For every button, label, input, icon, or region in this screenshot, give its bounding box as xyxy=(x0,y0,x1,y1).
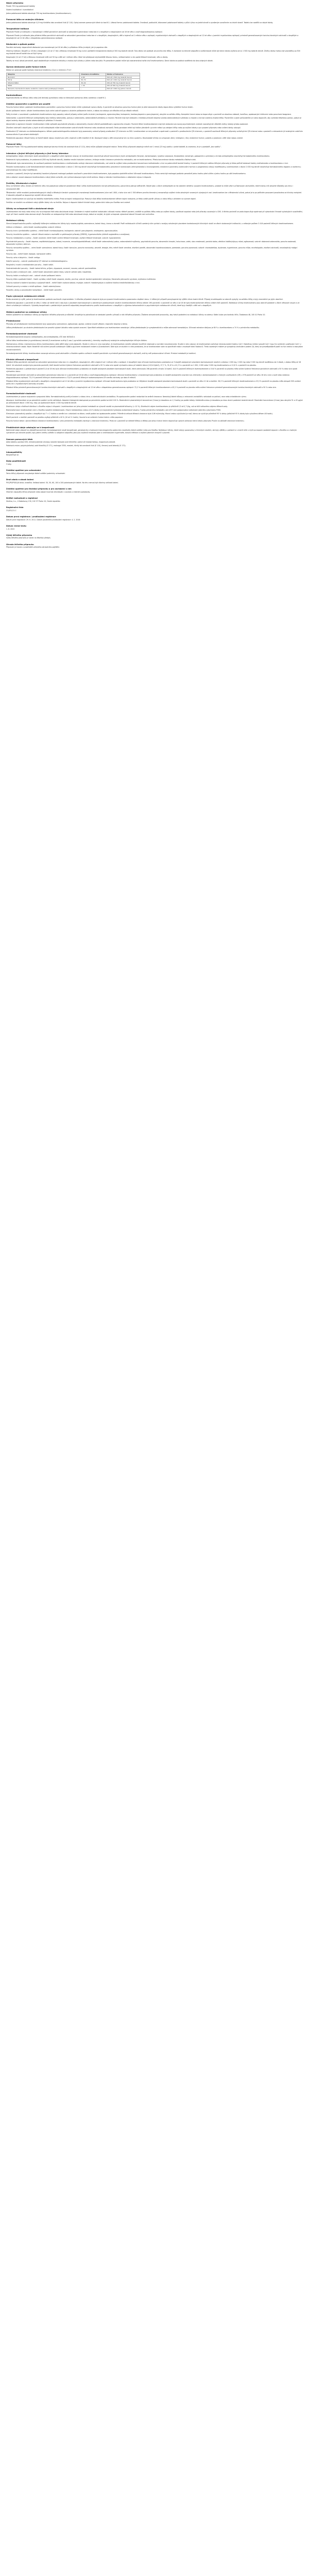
section-heading: Výdej léčivého přípravku xyxy=(6,534,32,536)
paragraph: Porucha funkce ledvin: podávání levetiracetamu pacientům s poruchou funkce ledvin může vyžadovat úpravu dávky. U pacientů se závažnou poruchou funkce jater je před stanovením dávky doporučeno vyšetření funkce ledvin. xyxy=(6,106,194,109)
section xyxy=(6,516,303,521)
paragraph: Biotransformace: levetiracetam není u člověka rozsáhle metabolizován. Hlavní metabolickou cestou (24 % dávky) je enzymatická hydrolýza acetamidové skupiny. Tvorba primárního metabolitu ucb L057 není podporována izoformami jaterního cytochromu P450. xyxy=(6,409,221,412)
section-heading: Nežádoucí účinky xyxy=(6,219,25,222)
paragraph: Pediatrická populace: u pediatrických pacientů (4 až 16 let) byla účinnost levetiracetamu prokázána ve dvojitě zaslepené placebem kontrolované studii, která zahrnovala 198 pacientů a trvala 14 týdnů. 44,6 % pacientů léčených levetiracetamem a 19,6 % pacientů na placebu mělo snížení týdenní frekvence parciálních záchvatů o 50 % nebo více oproti výchozímu stavu. xyxy=(6,367,298,372)
paragraph: Methotrexát: bylo zaznamenáno, že současné podávání levetiracetamu a methotrexátu snižuje clearance methotrexátu, což vede ke zvýšení nebo prodloužení koncentrace methotrexátu v krvi na potenciálně toxické hladiny. U pacientů léčených oběma léčivými přípravky je třeba pečlivě sledovat hladiny methotrexátu a levetiracetamu v krvi. xyxy=(6,162,288,165)
paragraph: Riziko anorexie je vyšší, pokud je levetiracetam podáván současně s topiramátem. V několika případech alopecie bylo po vysazení levetiracetamu pozorováno zlepšení stavu. U některých případů pancytopenie byl zjištěn útlum kostní dřeně. Případy encefalopatie se obecně vyskytly na začátku léčby a byly reverzibilní po jejím ukončení. xyxy=(6,298,283,301)
section xyxy=(6,94,303,100)
table-cell: < 30 xyxy=(80,84,106,88)
section-heading: Úprava dávkování podle funkce ledvin xyxy=(6,66,46,69)
section-heading: Farmakodynamické vlastnosti xyxy=(6,333,38,335)
paragraph: PVC/PE/PVDC/Al blistr, krabička. Velikost balení: 30, 50, 60, 100 a 200 potahovaných tablet. Na trhu nemusí být všechny velikosti balení. xyxy=(6,481,119,484)
paragraph: Přípravek Pivalin 750 mg potahované tablety obsahuje barvivo hlinitý lak oranžové žluti (E 110), který může způsobit alergické reakce. Tento léčivý přípravek obsahuje méně než 1 mmol (23 mg) sodíku v jedné tabletě, to znamená, že je v podstatě „bez sodíku“. xyxy=(6,146,221,148)
paragraph: Akutní poškození ledvin: užívání levetiracetamu bylo velmi vzácně spojeno s akutním poškozením ledvin, s dobou do nástupu od několika dnů po několik měsíců. xyxy=(6,110,139,112)
paragraph: Poruchy ledvin a močových cest – vzácné: akutní poškození ledvin. xyxy=(6,275,61,277)
paragraph: Farmakoterapeutická skupina: antiepileptika, jiná antiepileptika, ATC kód: N03AX14. xyxy=(6,336,75,338)
section-heading: Interakce s jinými léčivými přípravky a jiné formy interakce xyxy=(6,152,68,155)
paragraph: Infekce a infestace – velmi časté: nazofaryngitida; vzácné: infekce. xyxy=(6,226,62,228)
section-heading: Zvláštní opatření pro likvidaci přípravku a pro zacházení s ním xyxy=(6,488,72,490)
table-header-cell: Skupina xyxy=(7,73,80,76)
paragraph: Perorální kontraceptiva a jiné farmakokinetické interakce: levetiracetam v dávce 1 000 mg denně neovlivňuje farmakokinetiku perorálních kontraceptiv (ethinylestradiol a levonorgestrel); endokrinní parametry (luteinizační hormon a progesteron) nebyly modifikovány. Levetiracetam v dávce 2 000 mg denně neovlivňuje farmakokinetiku digoxinu a warfarinu; protrombinový čas nebyl modifikován. xyxy=(6,166,301,171)
section-heading: Datum první registrace / prodloužení registrace xyxy=(6,515,56,518)
table-header-cell: Dávka a frekvence xyxy=(106,73,140,76)
table-row xyxy=(7,87,140,90)
section-heading: Farmakokinetické vlastnosti xyxy=(6,393,36,395)
paragraph: Jádro tablety: povidon K30, mikrokrystalická celulosa, koloidní bezvodý oxid křemičitý, sodná sůl kroskarmelosy, magnesium-stearát. xyxy=(6,441,116,444)
section xyxy=(6,219,303,292)
paragraph: Tablety se musí užívat perorálně, zapít dostatečným množstvím tekutiny a mohou být užívány s jídlem nebo bez jídla. Po perorálním podání může být zaznamenána hořká chuť levetiracetamu. Denní dávka se podává rozdělená do dvou stejných dávek. xyxy=(6,59,213,62)
paragraph: Poruchy jater a žlučových cest – méně časté: abnormální jaterní testy; vzácné: selhání jater, hepatitida. xyxy=(6,271,92,274)
paragraph: Poruchy nervového systému – velmi časté: somnolence, bolest hlavy; časté: konvulze, porucha rovnováhy, závratě, letargie, třes; méně časté: amnézie, zhoršení paměti, abnormální koordinace/ataxie, parestezie, porucha pozornosti; vzácné: choreoatetóza, dyskineze, hyperkineze, porucha chůze, encefalopatie, zhoršení záchvatů, neuroleptický maligní syndrom. xyxy=(6,247,298,252)
paragraph: 3 roky. xyxy=(6,463,12,466)
paragraph: Výdej léčivého přípravku je vázán na lékařský předpis. xyxy=(6,537,51,539)
section-heading: Úhrada léčivého přípravku xyxy=(6,543,34,546)
section-heading: Kontraindikace xyxy=(6,94,22,96)
table-cell: 50–79 xyxy=(80,79,106,82)
paragraph: 1. 8. 2022 xyxy=(6,528,15,530)
paragraph: Přípravek Pivalin je indikován jako přídatná léčba parciálních záchvatů se sekundární generalizací nebo bez ní u dospělých, dospívajících, dětí a kojenců od 1 měsíce věku s epilepsií; myoklonických záchvatů u dospělých a dospívajících od 12 let věku s juvenilní myoklonickou epilepsií; primárně generalizovaných tonicko-klonických záchvatů u dospělých a dospívajících od 12 let věku s idiopatickou generalizovanou epilepsií. xyxy=(6,34,299,39)
paragraph: Tento léčivý přípravek nevyžaduje žádné zvláštní podmínky uchovávání. xyxy=(6,472,66,475)
section xyxy=(6,479,303,484)
paragraph: Příznaky: při předávkování levetiracetamem byly pozorovány somnolence, agitovanost, agrese, snížená úroveň vědomí, respirační deprese a kóma. xyxy=(6,323,128,326)
paragraph: Eliminace: plazmatický poločas u dospělých byl 7 ± 1 hodina a nemění se v závislosti na dávce, cestě podání ani opakovaném podání. Průměrná celková tělesná clearance byla 0,96 ml/min/kg. Hlavní cestou vylučování je moč, kterou se vylučuje průměrně 95 % dávky (přibližně 93 % dávky bylo vyloučeno během 48 hodin). xyxy=(6,413,273,415)
section xyxy=(6,320,303,329)
paragraph: Levetiracetam je vysoce rozpustná a propustná látka. Farmakokinetický profil je lineární s nízkou intra- a interindividuální variabilitou. Po opakovaném podání nedochází ke změně clearance. Neexistují žádné důkazy o relevantní variabilitě v závislosti na pohlaví, rase nebo cirkadiánním rytmu. xyxy=(6,396,247,398)
paragraph: Potahová vrstva: polyvinylalkohol, oxid titaničitý (E 171), makrogol 3350, mastek, hlinitý lak oranžové žluti (E 110), červený oxid železitý (E 172). xyxy=(6,445,126,447)
section-heading: Zvláštní opatření pro uchovávání xyxy=(6,469,41,472)
paragraph: Pivalin 750 mg potahované tablety xyxy=(6,5,35,7)
paragraph: Celkové poruchy a reakce v místě aplikace – časté: astenie/únava. xyxy=(6,285,61,288)
paragraph: Shrnutí bezpečnostního profilu: nejčastěji hlášenými nežádoucími účinky byly nazofaryngitida, somnolence, bolest hlavy, únava a závratě. Profil nežádoucích účinků uvedený níže vychází z analýzy sdružených placebem kontrolovaných klinických studií ve všech studovaných indikacích, s celkovým počtem 3 416 pacientů léčených levetiracetamem. xyxy=(6,222,294,225)
section-heading: Inkompatibility xyxy=(6,451,22,453)
section-heading: Pomocná látka se známým účinkem: xyxy=(6,18,44,21)
section xyxy=(6,28,303,40)
paragraph: 21/451/11-C xyxy=(6,509,16,512)
section xyxy=(6,103,303,139)
paragraph: Probenecid: bylo prokázáno, že probenecid (500 mg čtyřikrát denně), blokátor renální tubulární sekrece, inhibuje renální clearance primárního metabolitu, ale ne levetiracetamu. Přesto koncentrace tohoto metabolitu zůstává nízká. xyxy=(6,159,196,161)
paragraph: Antiepileptika: údaje z klinických studií provedených u dospělých před registrací ukazují, že levetiracetam neovlivňuje sérové koncentrace jiných antiepileptik (fenytoin, karbamazepin, kyselina valproová, fenobarbital, lamotrigin, gabapentin a primidon) a že tato antiepileptika neovlivňují farmakokinetiku levetiracetamu. xyxy=(6,155,270,158)
paragraph: Léčivá látka levetiracetam je pyrrolidonový derivát (S-enantiomer α-ethyl-2-oxo-1-pyrrolidin acetamidu), chemicky nepříbuzný existujícím antiepileptickým léčivým látkám. xyxy=(6,340,147,342)
section xyxy=(6,451,303,457)
paragraph: Sebevražda: u pacientů léčených antiepileptiky byly hlášeny sebevraždy, pokusy o sebevraždu, sebevražedné představy a chování. Pacienti mají být sledováni z hlediska příznaků deprese a/nebo sebevražedných představ a chování a má být zvážena vhodná léčba. Pacientům a jejich pečovatelům je nutno doporučit, aby vyhledali lékařskou pomoc, pokud se objeví známky deprese a/nebo sebevražedných představ či chování. xyxy=(6,117,302,122)
paragraph: Respirační, hrudní a mediastinální poruchy – časté: kašel. xyxy=(6,264,54,266)
section xyxy=(6,469,303,475)
paragraph: Abnormální a agresivní chování: levetiracetam může způsobit psychotické příznaky a abnormality chování včetně podrážděnosti a agresivního chování. Pacienti léčení levetiracetamem mají být sledováni pro rozvoj psychiatrických známek naznačujících důležité změny nálady a/nebo osobnosti. xyxy=(6,123,248,126)
section xyxy=(6,19,303,24)
section xyxy=(6,438,303,448)
section xyxy=(6,208,303,216)
paragraph: Parciální záchvaty: doporučené dávkování pro monoterapii (od 16 let věku) a přídatnou léčbu je stejné, jak je popsáno níže. xyxy=(6,46,108,48)
table-cell: 30–49 xyxy=(80,81,106,84)
section xyxy=(6,393,303,422)
paragraph: Poruchy metabolismu a výživy – časté: anorexie; méně časté: snížení tělesné hmotnosti, zvýšení tělesné hmotnosti; vzácné: hyponatremie. xyxy=(6,236,121,239)
paragraph: Zhoršení záchvatů: stejně jako u jiných druhů antiepileptik může levetiracetam vzácně zhoršit frekvenci nebo závažnost záchvatů. Tento paradoxní efekt byl hlášen převážně v prvním měsíci po zahájení léčby nebo po zvýšení dávky a po vysazení přípravku nebo snížení dávky ustoupil. xyxy=(6,127,241,129)
paragraph: Kojení: levetiracetam se vylučuje do lidského mateřského mléka. Proto se kojení nedoporučuje. Pokud je však léčba levetiracetamem během kojení nezbytná, je třeba zvážit poměr přínosu a rizika léčby s ohledem na význam kojení. xyxy=(6,197,197,200)
paragraph: Absorpce: levetiracetam se po perorálním podání rychle vstřebává. Absolutní biologická dostupnost po perorálním podání se blíží 100 %. Maximálních plazmatických koncentrací (Cmax) je dosaženo za 1,3 hodiny po podání dávky. Ustáleného stavu je dosaženo po dvou dnech podávání dvakrát denně. Maximální koncentrace (Cmax) jsou obvykle 31 a 43 µg/ml po jednorázové dávce 1 000 mg, resp. po opakované dávce 1 000 mg dvakrát denně. xyxy=(6,399,303,404)
paragraph: Přípravek je hrazen z prostředků veřejného zdravotního pojištění. xyxy=(6,546,60,549)
paragraph: Počty krvinek: v souvislosti s podáváním levetiracetamu byly popsány vzácné případy snížení počtu krvinek (neutropenie, agranulocytóza, leukopenie, trombocytopenie a pancytopenie), obvykle na začátku léčby. Kompletní krevní obraz se doporučuje u pacientů se závažnou slabostí, horečkou, opakovanými infekcemi nebo poruchami koagulace. xyxy=(6,113,292,116)
paragraph: Distribuce: údaje o tkáňové distribuci u člověka nejsou k dispozici. Levetiracetam ani jeho primární metabolit se výrazně neváží na plazmatické bílkoviny (< 10 %). Distribuční objem levetiracetamu je přibližně 0,5 až 0,7 l/kg, což se blíží celkovému objemu tělesné vody. xyxy=(6,405,228,408)
paragraph: Fertilita: ve studiích na zvířatech nebyl zjištěn žádný vliv na fertilitu. Nejsou k dispozici žádné klinické údaje, potenciální riziko pro člověka není známé. xyxy=(6,201,131,204)
paragraph: Zentiva, k.s., U Kabelovny 130, 102 37 Praha 10, Česká republika xyxy=(6,500,60,502)
paragraph: Psychiatrické poruchy – časté: deprese, nepřátelství/agrese, úzkost, insomnie, nervozita/podrážděnost; méně časté: sebevražedný pokus, sebevražedné myšlenky, psychotická porucha, abnormální chování, halucinace, vztek, stav zmatenosti, panická ataka, afektivní labilita/výkyvy nálad, agitovanost; vzácné: dokonaná sebevražda, porucha osobnosti, abnormální myšlení, delirium. xyxy=(6,240,297,246)
table-cell: – xyxy=(80,87,106,90)
table-cell: Těžká xyxy=(7,84,80,88)
section-heading: Zvláštní upozornění a opatření pro použití xyxy=(6,103,50,106)
section-heading: Doba použitelnosti xyxy=(6,460,26,463)
section xyxy=(6,43,303,62)
section-heading: Klinická účinnost a bezpečnost xyxy=(6,358,39,361)
paragraph: Přídatná léčba parciálních záchvatů se sekundární generalizací nebo bez ní u dospělých, dospívajících, dětí a kojenců od 1 měsíce věku s epilepsií. U dospělých byla účinnost levetiracetamu prokázána ve 3 dvojitě zaslepených placebem kontrolovaných studiích s dávkou 1 000 mg, 2 000 mg nebo 3 000 mg denně rozdělenou do 2 dávek, s dobou léčby až 18 týdnů. Ve sdružené analýze bylo procento pacientů, kteří dosáhli snížení týdenní frekvence parciálních záchvatů o 50 % nebo více oproti výchozímu stavu při stabilní dávce (12/14 týdnů), 27,7 %, 31,6 % a 41,3 % u pacientů na 1 000, 2 000 nebo 3 000 mg levetiracetamu a 12,6 % u pacientů na placebu. xyxy=(6,361,301,366)
section-heading: Pomocné látky xyxy=(6,143,22,145)
table-cell: 500 až 1 500 mg dvakrát denně xyxy=(106,76,140,79)
paragraph: Pediatrická populace: lékové formy ve formě tablet nejsou vhodné pro užití u kojenců a dětí mladších 6 let. Dostupné údaje u dětí nenaznačují vliv na růst a pubertu. Dlouhodobé účinky na schopnost učení, inteligenci, růst, endokrinní funkce, pubertu a plodnost u dětí však nejsou známé. xyxy=(6,137,243,139)
dosage-table xyxy=(6,73,140,91)
paragraph: Poruchy oka – méně časté: diplopie, rozmazané vidění. xyxy=(6,253,52,256)
paragraph: Levetiracetam má malý nebo mírný vliv na schopnost řídit nebo obsluhovat stroje. Vzhledem k možné rozdílné individuální citlivosti mohou někteří pacienti, zvláště na počátku léčby nebo po zvýšení dávky, pociťovat ospalost nebo jiné příznaky související s CNS. U těchto pacientů se proto doporučuje opatrnost při vykonávání činností vyžadujících soustředění, např. při řízení vozidel nebo obsluze strojů. Pacientům se nedoporučuje řídit nebo obsluhovat stroje, dokud se nezjistí, že jejich schopnost vykonávat takové činnosti není ovlivněna. xyxy=(6,210,303,215)
paragraph: Dospívající (12 až 17 let) s tělesnou hmotností nižší než 50 kg a děti od 1 měsíce věku: lékař má předepsat nejvhodnější lékovou formu, velikost balení a sílu podle tělesné hmotnosti, věku a dávky. xyxy=(6,56,168,58)
paragraph: Dávka se upravuje podle hodnoty clearance kreatininu (CLcr) v ml/min/1,73 m². xyxy=(6,69,72,71)
paragraph: Poruchy svalové a kosterní soustavy a pojivové tkáně – méně časté: svalová slabost, myalgie; vzácné: rhabdomyolýza a zvýšená hladina kreatinfosfokinázy v krvi. xyxy=(6,282,140,284)
section xyxy=(6,525,303,531)
document-body xyxy=(3,0,306,549)
section-heading: Předávkování xyxy=(6,320,21,323)
section xyxy=(6,143,303,149)
paragraph: Neklinické údaje získané na základě konvenčních farmakologických studií bezpečnosti, genotoxicity a hodnocení kancerogenního potenciálu neodhalily žádné zvláštní riziko pro člověka. Nežádoucí účinky, které nebyly pozorovány v klinických studiích, ale byly zjištěny u potkanů a v menší míře u myší po expozici podobné expozici u člověka a s možným významem pro klinické použití, byly jaterní změny svědčící o adaptivní odpovědi, jako jsou zvýšená hmotnost jater a centrilobulární hypertrofie, tuková infiltrace a zvýšení jaterních enzymů v plazmě. xyxy=(6,429,297,434)
paragraph: Prodloužení QT intervalu na elektrokardiogramu: během postmarketingového sledování byly pozorovány vzácné případy prodloužení QT intervalu na EKG. Levetiracetam se má používat s opatrností u pacientů s prodloužením QTc intervalu, u pacientů současně léčených přípravky ovlivňujícími QTc interval nebo u pacientů s relevantním již existujícím srdečním onemocněním či poruchami elektrolytů. xyxy=(6,130,303,135)
paragraph: Poruchy kůže a podkožní tkáně – časté: vyrážka; méně časté: alopecie, ekzém, pruritus; vzácné: toxická epidermální nekrolýza, Stevensův-Johnsonův syndrom, erythema multiforme. xyxy=(6,278,156,281)
paragraph: Starší pacienti: u starších pacientů se poločas zvyšuje přibližně o 40 % (10 až 11 hodin). Souvisí to se snížením funkce ledvin u této populace. xyxy=(6,416,123,419)
section-heading: Terapeutické indikace xyxy=(6,27,29,30)
table-cell: Mírná xyxy=(7,79,80,82)
section xyxy=(6,311,303,317)
paragraph: Gastrointestinální poruchy – časté: bolest břicha, průjem, dyspepsie, zvracení, nauzea; vzácné: pankreatitida. xyxy=(6,267,97,270)
section-heading: Název přípravku xyxy=(6,2,24,4)
paragraph: Přídatná léčba primárně generalizovaných tonicko-klonických záchvatů u dospělých a dospívajících od 12 let věku s idiopatickou generalizovanou epilepsií: 72,2 % pacientů léčených levetiracetamem a 45,2 % pacientů na placebu mělo snížení frekvence primárně generalizovaných tonicko-klonických záchvatů o 50 % nebo více. xyxy=(6,386,277,389)
paragraph: Léčba předávkování: po akutním předávkování lze provést výplach žaludku nebo vyvolat zvracení. Specifické antidotum pro levetiracetam neexistuje. Léčba předávkování je symptomatická a může zahrnovat hemodialýzu. Účinnost extrakce dialýzou je 60 % u levetiracetamu a 74 % u primárního metabolitu. xyxy=(6,327,260,329)
paragraph: Všechny indikace. Dospělí (≥ 18 let) a dospívající (12 až 17 let) s tělesnou hmotností 50 kg a více: počáteční terapeutická dávka je 500 mg dvakrát denně. Tuto dávku lze podávat od prvního dne léčby. V závislosti na klinické odpovědi a snášenlivosti může být denní dávka zvýšena až na 1 500 mg dvakrát denně. Změny dávky mohou být prováděny po 500 mg dvakrát denně každé dva až čtyři týdny. xyxy=(6,49,300,55)
paragraph: Poruchy imunitního systému – vzácné: léková reakce s eozinofilií a systémovými příznaky (DRESS), hypersenzitivita (včetně angioedému a anafylaxe). xyxy=(6,233,130,235)
section-heading: Seznam pomocných látek xyxy=(6,438,33,440)
paragraph: Poruchy ucha a labyrintu – časté: vertigo. xyxy=(6,257,41,259)
section xyxy=(6,544,303,549)
paragraph: Hlášení podezření na nežádoucí účinky po registraci léčivého přípravku je důležité. Umožňuje to pokračovat ve sledování poměru přínosů a rizik léčivého přípravku. Žádáme zdravotnické pracovníky, aby hlásili podezření na nežádoucí účinky na adresu: Státní ústav pro kontrolu léčiv, Šrobárova 48, 100 41 Praha 10. xyxy=(6,314,266,316)
paragraph: Monoterapie parciálních záchvatů se sekundární generalizací nebo bez ní u pacientů od 16 let věku s nově diagnostikovanou epilepsií: účinnost levetiracetamu v monoterapii byla prokázána ve dvojitě zaslepeném srovnání non-inferiority s karbamazepinem s řízeným uvolňováním (CR) u 576 pacientů ve věku 16 let a více s nově nebo nedávno diagnostikovanou epilepsií. 73,0 % pacientů léčených levetiracetamem a 72,8 % pacientů léčených karbamazepinem-CR nemělo záchvaty po dobu 6 měsíců. xyxy=(6,374,289,379)
table-header-cell: Clearance kreatininu xyxy=(80,73,106,76)
section xyxy=(6,333,303,354)
section xyxy=(6,497,303,503)
section xyxy=(6,534,303,540)
section xyxy=(6,182,303,204)
table-cell: 250 až 500 mg dvakrát denně xyxy=(106,84,140,88)
section-heading: Datum revize textu xyxy=(6,524,26,527)
paragraph: Složení kvalitativní i kvantitativní xyxy=(6,8,33,11)
paragraph: Laxativa: u pacientů, kterým byl osmotický laxativní přípravek makrogol podáván současně s perorálním levetiracetamem, bylo popsáno ojedinělé snížení účinnosti levetiracetamu. Proto nemá být makrogol podáván perorálně jednu hodinu před užitím a jednu hodinu po užití levetiracetamu. xyxy=(6,172,246,175)
paragraph: Mechanismus účinku: mechanismus účinku levetiracetamu stále ještě nebyl zcela objasněn. Studie in vitro a in vivo naznačují, že levetiracetam nemění základní buněčné vlastnosti a normální neurotransmisi. Studie in vitro ukazují, že levetiracetam ovlivňuje intraneuronální hladiny Ca2+ částečnou inhibicí proudů Ca2+ typu N a snížením uvolňování Ca2+ z intraneuronálních zásob. Navíc částečně ruší snížení proudů ovládaných GABA a glycinem indukované zinkem a β-karbolinem. Dále bylo ve studiích in vitro prokázáno, že se levetiracetam váže na specifické místo v mozkové tkáni hlodavců. Tímto vazebným místem je synaptický vezikulární protein 2A, který se pravděpodobně podílí na fúzi vezikul a exocytóze neurotransmiterů. xyxy=(6,343,303,351)
paragraph: Srdeční poruchy – vzácné: prodloužený QT interval na elektrokardiogramu. xyxy=(6,260,68,263)
paragraph: Pediatrická populace: u pacientů ve věku 1 měsíc až méně než 4 roky bylo v placebem kontrolovaných a otevřených prodloužených studiích levetiracetamem léčeno celkem 190 pacientů. U pacientů ve věku 4 až 16 let bylo levetiracetamem léčeno celkem 645 pacientů. Nežádoucí účinky levetiracetamu jsou obecně podobné u všech věkových skupin a ve všech schválených indikacích. Výsledky bezpečnosti u pediatrických pacientů odpovídaly bezpečnostnímu profilu levetiracetamu u dospělých s výjimkou behaviorálních a psychiatrických nežádoucích účinků, které byly častější u dětí než u dospělých. xyxy=(6,302,300,307)
section-heading: Držitel rozhodnutí o registraci xyxy=(6,497,38,500)
table-cell: ≥ 80 xyxy=(80,76,106,79)
table-cell: Pacienti v terminálním stadiu renálního onemocnění podstupující dialýzu xyxy=(7,87,80,90)
paragraph: Porucha funkce ledvin: zjevná tělesná clearance levetiracetamu i jeho primárního metabolitu koreluje s clearance kreatininu. Proto se u pacientů se středně těžkou a těžkou poruchou funkce ledvin doporučuje upravit udržovací denní dávku přípravku Pivalin na základě clearance kreatininu. xyxy=(6,420,245,422)
section xyxy=(6,66,303,90)
section-heading: Popis vybraných nežádoucích účinků xyxy=(6,295,45,298)
section-heading: Účinky na schopnost řídit a obsluhovat stroje xyxy=(6,208,54,210)
paragraph: Jídlo a alkohol: rozsah absorpce levetiracetamu nebyl jídlem ovlivněn, ale rychlost absorpce byla mírně snížena. Údaje o interakci levetiracetamu s alkoholem nejsou k dispozici. xyxy=(6,176,152,178)
section-heading: Hlášení podezření na nežádoucí účinky xyxy=(6,311,47,313)
section-heading: Dávkování a způsob podání xyxy=(6,43,35,45)
section xyxy=(6,506,303,512)
paragraph: Poranění, otravy a procedurální komplikace – méně časté: poranění. xyxy=(6,289,62,292)
section-heading: Předklinické údaje vztahující se k bezpečnosti xyxy=(6,426,55,429)
paragraph: Neuplatňuje se. xyxy=(6,454,20,456)
paragraph: Jedna potahovaná tableta obsahuje 0,19 mg hlinitého laku oranžové žluti (E 110). Úplný seznam pomocných látek viz bod 6.1. Léková forma: potahovaná tableta. Oranžové, podlouhlé, bikonvexní potahované tablety s půlicí rýhou na jedné straně a vyraženým označením na druhé straně. Tabletu lze rozdělit na stejné dávky. xyxy=(6,21,273,24)
paragraph: Přípravek Pivalin je indikován v monoterapii k léčbě parciálních záchvatů se sekundární generalizací nebo bez ní u dospělých a dospívajících od 16 let věku s nově diagnostikovanou epilepsií. xyxy=(6,30,163,33)
paragraph: Všechen nepoužitý léčivý přípravek nebo odpad musí být zlikvidován v souladu s místními požadavky. xyxy=(6,490,91,493)
section-heading: Registrační číslo xyxy=(6,506,24,509)
section-heading: Fertilita, těhotenství a kojení xyxy=(6,182,37,184)
section xyxy=(6,2,303,15)
paragraph: Přídatná léčba myoklonických záchvatů u dospělých a dospívajících od 12 let věku s juvenilní myoklonickou epilepsií: účinnost levetiracetamu byla prokázána ve 16týdenní dvojitě zaslepené placebem kontrolované studii u pacientů ve věku 12 let a starších. 58,3 % pacientů léčených levetiracetamem a 23,3 % pacientů na placebu mělo alespoň 50% snížení počtu dní s myoklonickými záchvaty za týden. xyxy=(6,380,301,385)
paragraph: Farmakodynamické účinky: levetiracetam navozuje ochranu proti záchvatům v širokém spektru zvířecích modelů parciálních a primárně generalizovaných záchvatů, aniž by měl prokonvulzivní účinek. Primární metabolit je inaktivní. xyxy=(6,352,196,354)
table-cell: 500 až 1 000 mg jednou denně xyxy=(106,87,140,90)
paragraph: Ženy ve fertilním věku: ženám ve fertilním věku má poskytnout odborné poradenství lékař. Léčba levetiracetamem má být přehodnocena, pokud žena plánuje otěhotnět. Stejně jako u všech antiepileptik se má zabránit náhlému vysazení levetiracetamu, protože to může vést k průlomovým záchvatům, které mohou mít závažné důsledky pro ženu i nenarozené dítě. xyxy=(6,185,293,190)
paragraph: Jedna potahovaná tableta obsahuje 750 mg levetiracetamu (levetiracetamum). xyxy=(6,12,72,14)
table-cell: 500 až 1 000 mg dvakrát denně xyxy=(106,79,140,82)
paragraph: Těhotenství: velké množství postmarketingových údajů o těhotných ženách vystavených monoterapii levetiracetamem (více než 1 800, z toho více než 1 500 během prvního trimestru) nenaznačuje zvýšení rizika závažných vrozených vývojových vad. Levetiracetam lze v těhotenství užívat, pokud je to po pečlivém posouzení považováno za klinicky nezbytné. V takovém případě se doporučuje nejnižší účinná dávka. xyxy=(6,191,302,196)
table-cell: 250 až 750 mg dvakrát denně xyxy=(106,81,140,84)
section-heading: Druh obalu a obsah balení xyxy=(6,479,34,481)
table-cell: Normální xyxy=(7,76,80,79)
section xyxy=(6,427,303,435)
paragraph: Poruchy krve a lymfatického systému – méně časté: trombocytopenie, leukopenie; vzácné: pancytopenie, neutropenie, agranulocytóza. xyxy=(6,229,118,232)
table-cell: Středně těžká xyxy=(7,81,80,84)
section xyxy=(6,488,303,494)
section xyxy=(6,359,303,389)
section xyxy=(6,295,303,307)
paragraph: Datum první registrace: 29. 6. 2011. Datum posledního prodloužení registrace: 4. 2. 2016. xyxy=(6,518,81,521)
section xyxy=(6,460,303,466)
section xyxy=(6,152,303,179)
paragraph: Hypersenzitivita na léčivou látku nebo jiné deriváty pyrrolidonu nebo na kteroukoli pomocnou látku uvedenou v bodě 6.1. xyxy=(6,97,107,99)
